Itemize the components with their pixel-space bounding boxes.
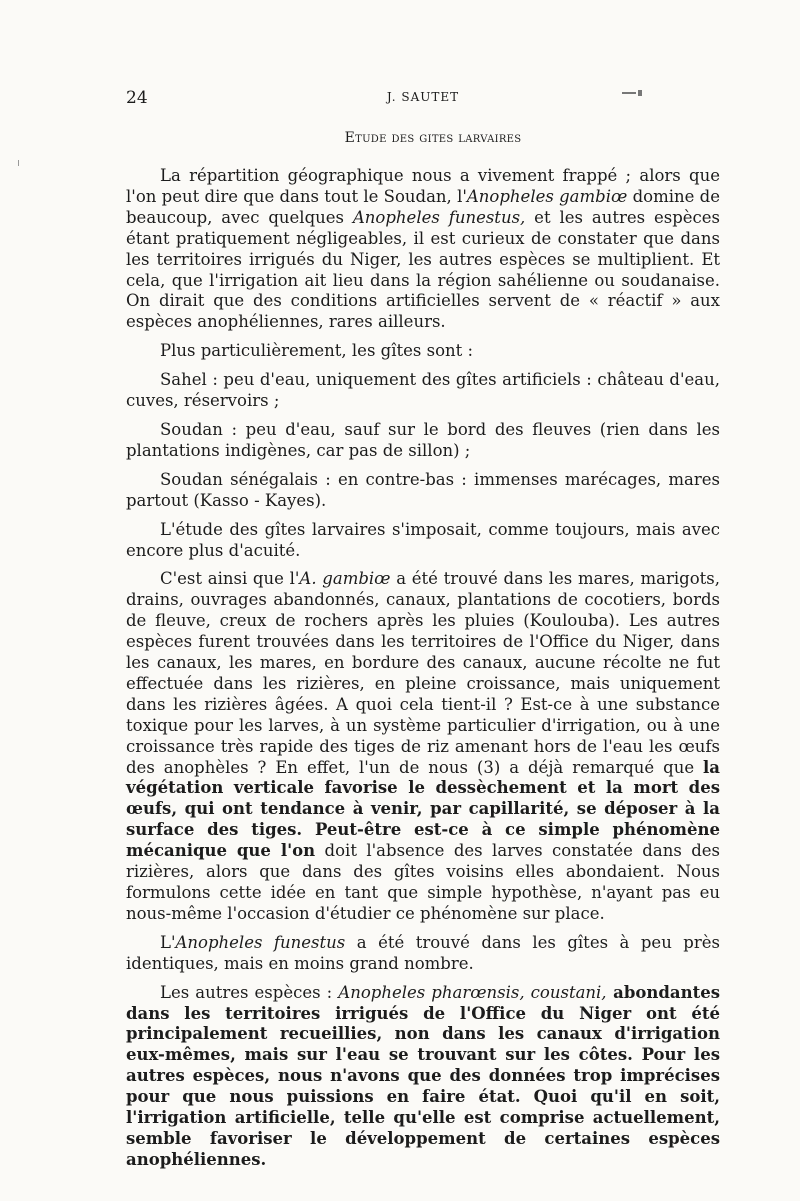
italic-text: A. gambiœ [299,569,391,589]
italic-text: Anopheles pharœnsis, coustani, [338,982,607,1002]
scan-speck [18,160,19,166]
paragraph [126,569,720,924]
text-span: L'étude des gîtes larvaires s'imposait, comme toujours, mais avec encore plus d'acuité. [126,519,720,560]
paragraph [126,370,720,412]
text-span: C'est ainsi que l' [160,569,300,589]
paragraph [126,933,720,975]
italic-text: Anopheles gambiœ [466,186,628,206]
bold-text: abondantes dans les territoires irrigués de l'Office du Niger ont été principalement recueillies, non dans les canaux d'irrigation eux-mêmes, mais sur l'eau se trouvant sur les côtes. Pour les autres espèces, nous n'avons que des données trop imprécises pour que nous puissions en faire état. Quoi qu'il en soit, l'irrigation artificielle, telle qu'elle est comprise actuellement, semble favoriser le développement de certaines espèces anophéliennes. [126,982,720,1169]
text-span: L' [160,932,176,952]
text-span: domine de beaucoup, avec quelques [126,186,720,227]
paragraph [126,470,720,512]
page-number: 24 [126,88,148,108]
scan-speck [622,92,636,94]
italic-text: Anopheles funestus, [352,207,526,227]
document-page [126,88,720,1179]
text-span: Plus particulièrement, les gîtes sont : [160,341,474,361]
text-span: Soudan : peu d'eau, sauf sur le bord des fleuves (rien dans les plantations indigènes, car pas de sillon) ; [126,419,720,460]
scan-speck [638,90,642,96]
paragraph [126,520,720,562]
paragraph [126,983,720,1171]
paragraph [126,341,720,362]
body-text [126,166,720,1171]
section-title: Etude des gites larvaires [344,130,522,146]
text-span: et les autres espèces étant pratiquement négligeables, il est curieux de constater que dans les territoires irrigués du Niger, les autres espèces se multiplient. Et cela, que l'irrigation ait lieu dans la région sahélienne ou soudanaise. On dirait que des conditions artificielles servent de « réactif » aux espèces anophéliennes, rares ailleurs. [126,207,721,332]
text-span: doit l'absence des larves constatée dans des rizières, alors que dans des gîtes voisins elles abondaient. Nous formulons cette idée en tant que simple hypothèse, n'ayant pas eu nous-même l'occasion d'étudier ce phénomène sur place. [126,841,720,923]
italic-text: Anopheles funestus [175,932,346,952]
text-span: La répartition géographique nous a vivement frappé ; alors que l'on peut dire que dans tout le Soudan, l' [126,166,720,206]
paragraph [126,420,720,462]
bold-text: la végétation verticale favorise le dessèchement et la mort des œufs, qui ont tendance à venir, par capillarité, se déposer à la surface des tiges. Peut-être est-ce à ce simple phénomène mécanique que l'on [126,757,720,861]
text-span: a été trouvé dans les gîtes à peu près identiques, mais en moins grand nombre. [126,932,720,973]
text-span: Sahel : peu d'eau, uniquement des gîtes artificiels : château d'eau, cuves, réservoirs ; [126,370,720,411]
text-span: a été trouvé dans les mares, marigots, drains, ouvrages abandonnés, canaux, plantations de cocotiers, bords de fleuve, creux de rochers après les pluies (Koulouba). Les autres espèces furent trouvées dans les territoires de l'Office du Niger, dans les canaux, les mares, en bordure des canaux, aucune récolte ne fut effectuée dans les rizières, en pleine croissance, mais uniquement dans les rizières âgées. A quoi cela tient-il ? Est-ce à une substance toxique pour les larves, à un système particulier d'irrigation, ou à une croissance très rapide des tiges de riz amenant hors de l'eau les œufs des anophèles ? En effet, l'un de nous (3) a déjà remarqué que [126,569,720,777]
text-span: Les autres espèces : [160,982,339,1002]
running-author: J. SAUTET [386,90,460,104]
paragraph [126,166,720,333]
text-span: Soudan sénégalais : en contre-bas : immenses marécages, mares partout (Kasso - Kayes). [126,469,720,510]
